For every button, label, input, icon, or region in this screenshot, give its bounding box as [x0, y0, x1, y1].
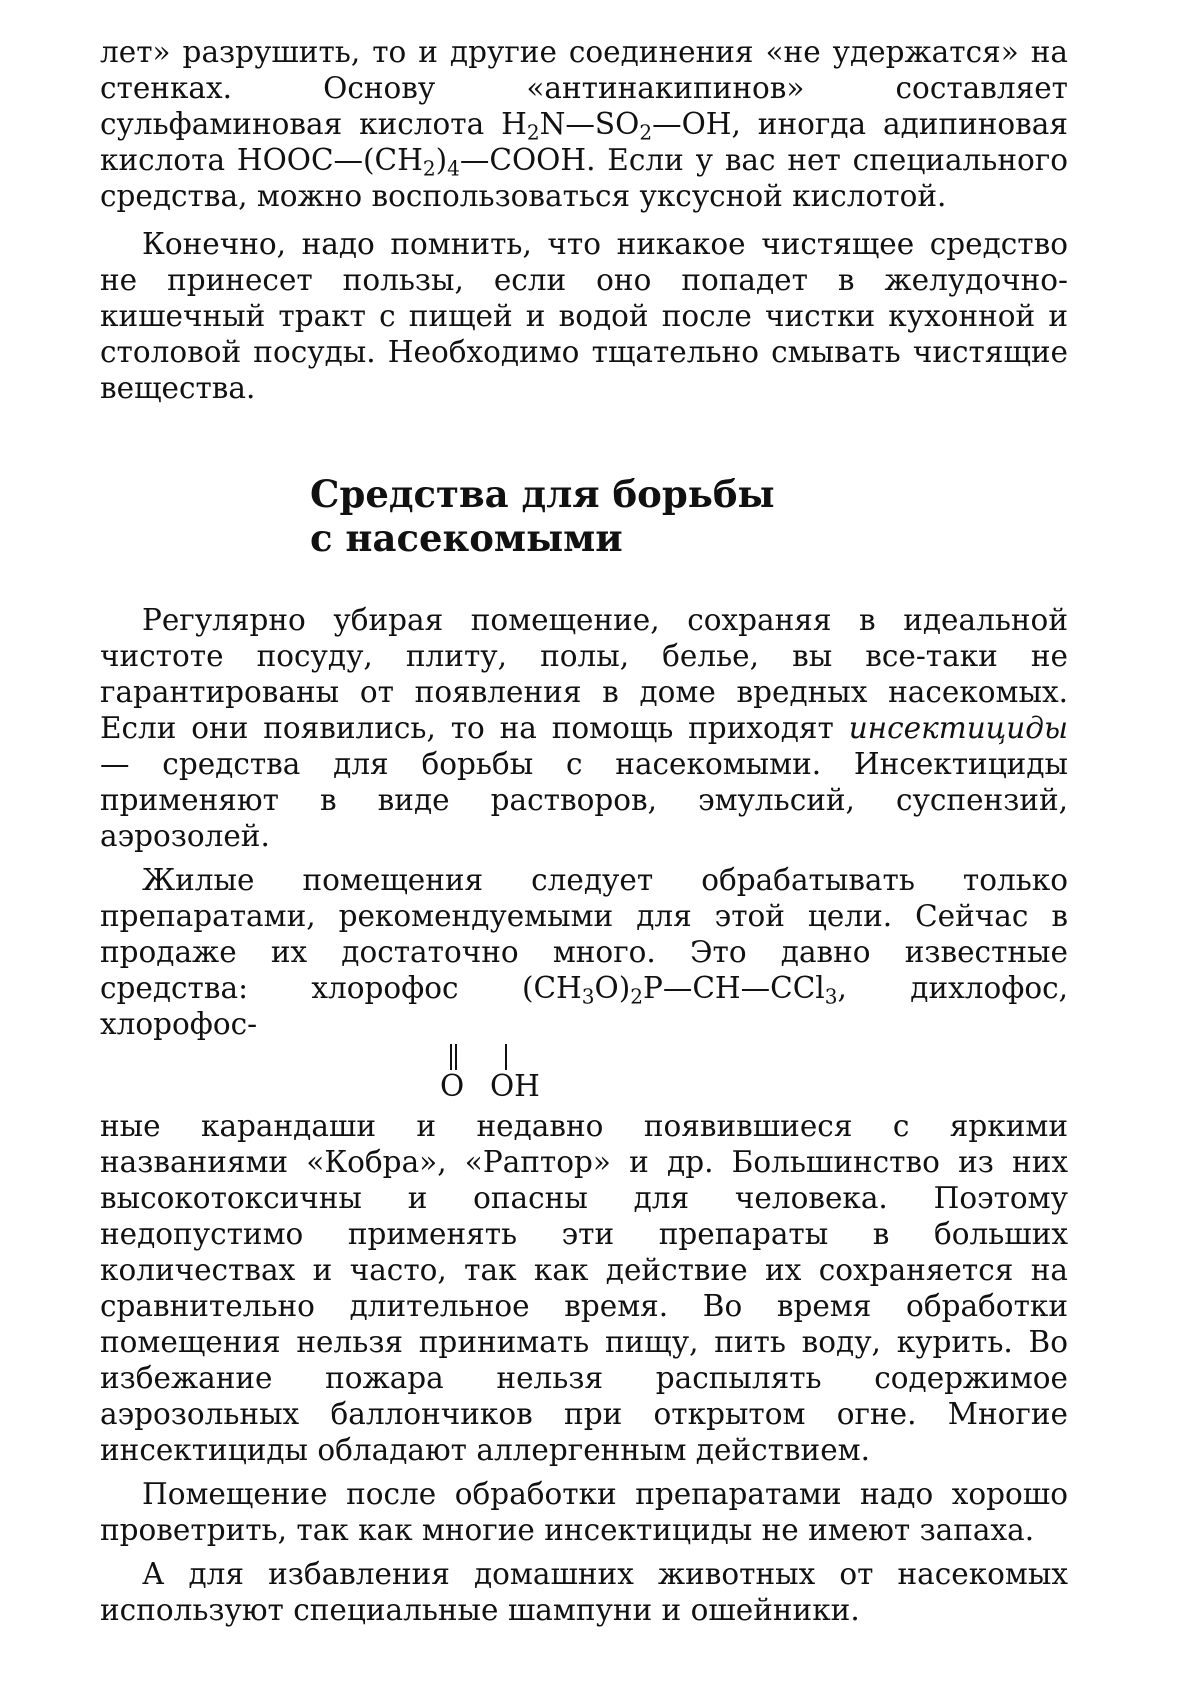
- subscript: 4: [447, 156, 460, 181]
- subscript: 2: [422, 156, 436, 181]
- oxygen-atom: O: [440, 1069, 465, 1103]
- paragraph-living-spaces-head: [100, 862, 1068, 1042]
- paragraph-insecticides-intro: [100, 602, 1068, 854]
- text: лет» разрушить, то и другие соединения «не удержатся» на стенках. Основу «антинакипинов» составляет сульфаминовая кислота H: [100, 35, 1068, 141]
- formula-substituents: [100, 1042, 1068, 1112]
- text: —OH, иногда адипиновая кислота HOOC—(CH: [100, 107, 1068, 177]
- text: N—SO: [539, 107, 640, 141]
- text: O): [594, 971, 631, 1005]
- text: —COOH. Если у вас нет специального средства, можно воспользоваться уксусной кислотой.: [100, 143, 1068, 213]
- page: [100, 34, 1068, 1628]
- paragraph-ventilation: Помещение после обработки препаратами надо хорошо проветрить, так как многие инсектициды не имеют запаха.: [100, 1477, 1068, 1547]
- subscript: 2: [526, 120, 540, 145]
- subscript: 2: [630, 984, 643, 1009]
- subscript: 2: [639, 120, 653, 145]
- chlorophos-formula: P—CH—CCl: [643, 971, 825, 1005]
- paragraph-antinakipin: [100, 34, 1068, 214]
- paragraph-living-spaces-body: ные карандаши и недавно появившиеся с яркими названиями «Кобра», «Раптор» и др. Большинство из них высокотоксичны и опасны для человека. Поэтому недопустимо применять эти препараты в больших количествах и часто, так как действие их сохраняется на сравнительно длительное время. Во время обработки помещения нельзя принимать пищу, пить воду, курить. Во избежание пожара нельзя распылять содержимое аэрозольных баллончиков при открытом огне. Многие инсектициды обладают аллергенным действием.: [100, 1109, 1068, 1467]
- subscript: 3: [581, 984, 595, 1009]
- paragraph-cleaning-warning: Конечно, надо помнить, что никакое чистящее средство не принесет пользы, если оно попадет в желудочно-кишечный тракт с пищей и водой после чистки кухонной и столовой посуды. Необходимо тщательно смывать чистящие вещества.: [100, 227, 1068, 405]
- hydroxyl-group: OH: [490, 1069, 540, 1103]
- heading-line-1: Средства для борьбы: [310, 472, 775, 516]
- italic-term: инсектициды: [848, 711, 1068, 745]
- text: ): [435, 143, 448, 177]
- text: — средства для борьбы с насекомыми. Инсектициды применяют в виде растворов, эмульсий, суспензий, аэрозолей.: [100, 747, 1068, 853]
- paragraph-pets: А для избавления домашних животных от насекомых используют специальные шампуни и ошейники.: [100, 1557, 1068, 1627]
- double-bond: [450, 1044, 457, 1070]
- single-bond: [505, 1044, 507, 1070]
- heading-line-2: с насекомыми: [310, 516, 623, 560]
- text: , дихлофос, хлорофос-: [100, 971, 1068, 1041]
- text: Жилые помещения следует обрабатывать только препаратами, рекомендуемыми для этой цели. Сейчас в продаже их достаточно много. Это давно известные средства: хлорофос (CH: [100, 863, 1068, 1005]
- text: Регулярно убирая помещение, сохраняя в идеальной чистоте посуду, плиту, полы, белье, вы все-таки не гарантированы от появления в доме вредных насекомых. Если они появились, то на помощь приходят: [100, 603, 1068, 745]
- section-heading: [100, 472, 1068, 560]
- paragraph-living-spaces: [100, 862, 1068, 1468]
- subscript: 3: [824, 984, 838, 1009]
